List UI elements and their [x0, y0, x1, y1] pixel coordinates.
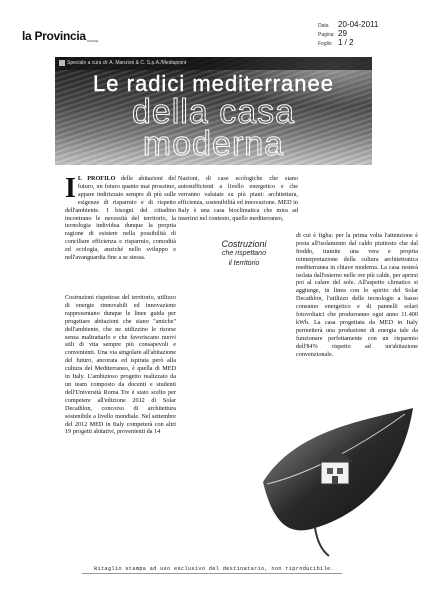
- page-label: Pagina: [318, 32, 334, 38]
- pull-quote-line-3: il territorio: [228, 260, 260, 267]
- article-column-1-continued: [65, 294, 176, 436]
- col3-text: di cui è figlia: per la prima volta l'attenzione è posta all'isolamento dal caldo piuttosto che dal freddo, tramite una vera e propria reinterpretazione della cultura architettonica mediterranea in chiave moderna. La casa resterà isolata dall'esterno nelle ore più calde, per aprirsi poi al calare del sole. All'aspetto climatico si aggiunge, in linea con lo spirito del Solar Decathlon, l'utilizzo delle tecnologie a basso consumo energetico e di pannelli solari fotovoltaici che produrranno ogni anno 11.400 kWh. La casa progettata da MED in Italy permetterà una produzione di energia tale da funzionare perfettamente con un risparmio dell'84% rispetto ad un'abitazione convenzionale.: [296, 232, 418, 358]
- article-column-2: [178, 175, 298, 222]
- banner-square-icon: [59, 60, 65, 66]
- headline-line-1: Le radici mediterranee: [93, 71, 334, 96]
- footer-divider: [82, 573, 342, 574]
- article-column-3: [296, 232, 418, 359]
- page-value: 29: [338, 29, 347, 38]
- sheet-value: 1 / 2: [338, 38, 354, 47]
- dropcap: I: [65, 173, 76, 204]
- headline-banner: [55, 57, 372, 165]
- col1-text-part1: delle abitazioni del futuro, un futuro quanto mai prossimo, appare indirizzato sempre di più sulle esigenze di risparmio e di rispetto dell'ambiente. I bisogni del cittadino incontrano le necessità del territorio, la tecnologia individua dunque la propria ragione di esistere nella possibilità di conciliare efficienza e risparmio, comodità ed ecologia, anziché nello sviluppo e nell'avanguardia fine a se stessa.: [65, 175, 176, 262]
- footer-notice: Ritaglio stampa ad uso esclusivo del destinatario, non riproducibile.: [93, 566, 335, 572]
- col1-text-part2: Costruzioni rispettose del territorio, utilizzo di energie rinnovabili ed innovazione rappresentano dunque le linee guida per progettare abitazioni che siano "amiche" dell'ambiente, che ne utilizzino le risorse senza maltrattarlo e che favoriscano nuovi stili di vita sempre più consapevoli e convenienti. Una via singolare all'abitazione del futuro, ancorata ed ispirata però alla cultura del Mediterraneo, è quella di MED in Italy. L'ambizioso progetto realizzato da un team composto da docenti e studenti dell'Università Roma Tre è stato scelto per competere all'edizione 2012 di Solar Decathlon, concorso di architettura sostenibile a livello mondiale. Nel settembre del 2012 MED in Italy competerà con altri 19 progetti abitativi, provenienti da 14: [65, 294, 176, 436]
- banner-credit: Speciale a cura di: A. Manzoni & C. S.p.A./Mediapoint: [67, 60, 187, 66]
- headline-line-2: della casa: [131, 93, 296, 131]
- sheet-label: Foglio: [318, 41, 332, 47]
- pull-quote-line-1: Costruzioni: [221, 239, 267, 249]
- pull-quote: [189, 239, 299, 269]
- headline-line-3: moderna: [142, 125, 285, 163]
- date-label: Data: [318, 23, 329, 29]
- article-column-1: [65, 175, 176, 262]
- masthead: la Provincia: [22, 29, 86, 43]
- leaf-stem: [315, 528, 329, 556]
- lead-bold: L PROFILO: [77, 175, 116, 182]
- masthead-subtitle: PAVESE: [87, 39, 99, 43]
- leaf-house-illustration: [255, 390, 415, 558]
- col2-text: Nazioni, di case ecologiche che siano autosufficienti a livello energetico e che verranno valutate su più piani: architettura, efficienza, sostenibilità ed innovazione. MED in Italy è una casa bioclimatica che mira ad inserirsi nel contesto, quello mediterraneo,: [178, 175, 298, 222]
- clipping-meta: [318, 20, 378, 47]
- date-value: 20-04-2011: [338, 20, 379, 29]
- pull-quote-line-2: che rispettano: [222, 250, 266, 257]
